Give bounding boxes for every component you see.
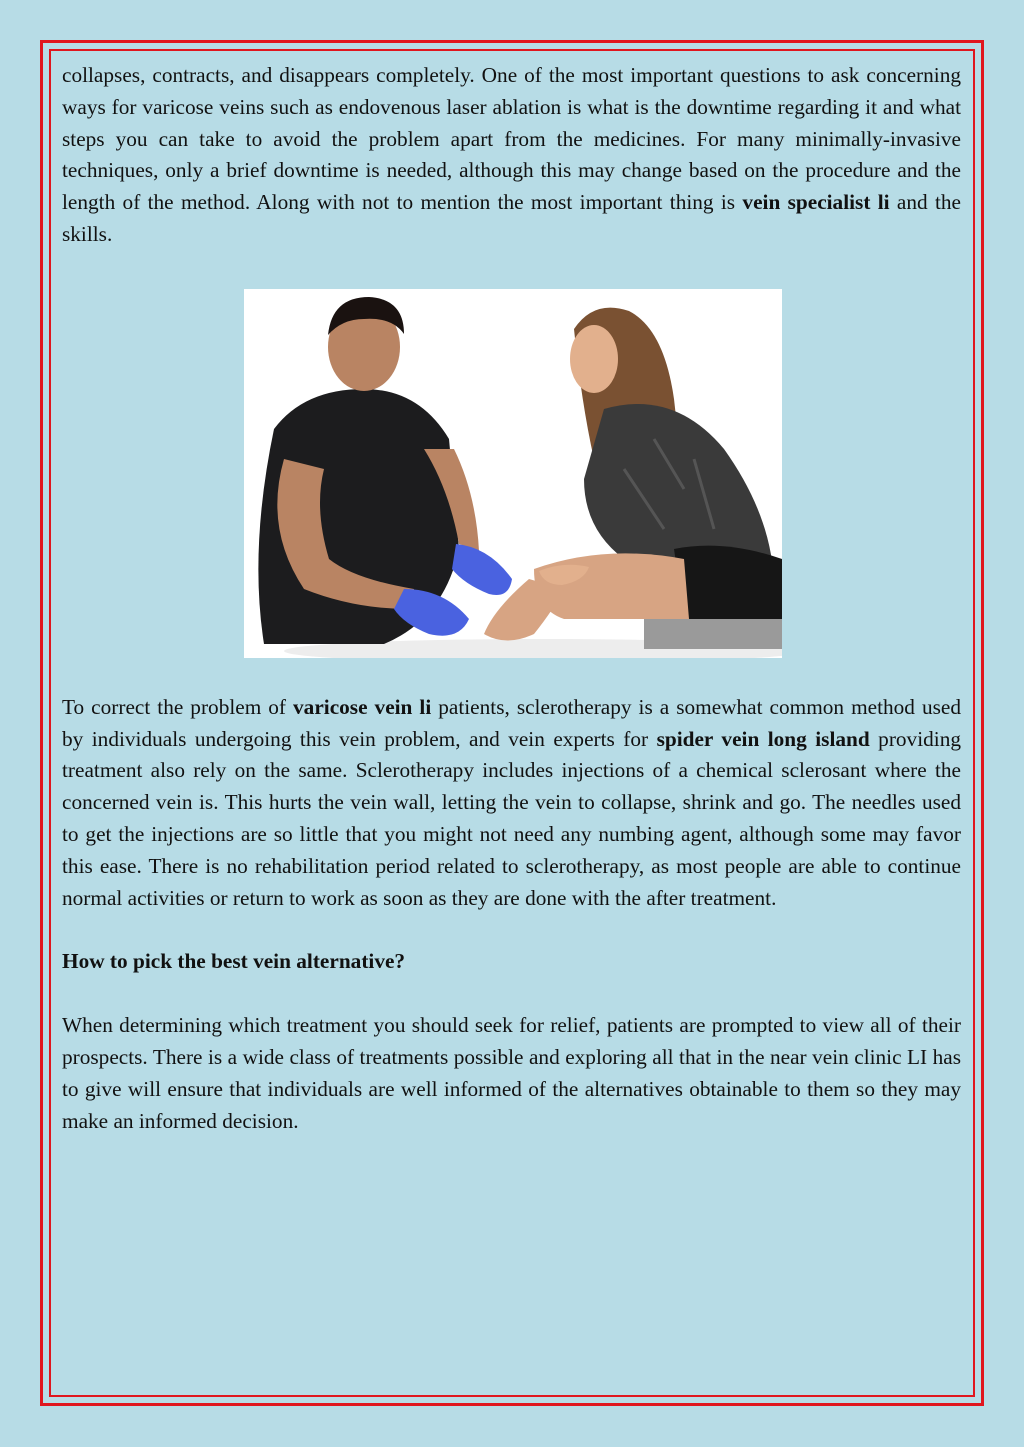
paragraph-sclerotherapy-text-2: patients, sclerotherapy is a somewhat common method used by individuals undergoing this vein problem, and vein experts for [62, 694, 961, 751]
paragraph-downtime [62, 60, 961, 251]
paragraph-sclerotherapy-text-1: To correct the problem of [62, 694, 294, 719]
paragraph-choosing: When determining which treatment you should seek for relief, patients are prompted to view all of their prospects. There is a wide class of treatments possible and exploring all that in the near vein clinic LI has to give will ensure that individuals are well informed of the alternatives obtainable to them so they may make an informed decision. [62, 1013, 961, 1133]
link-varicose-vein: varicose vein li [293, 694, 432, 719]
link-vein-specialist: vein specialist li [742, 190, 890, 215]
figure [62, 289, 961, 659]
paragraph-downtime-text: collapses, contracts, and disappears completely. One of the most important questions to ask concerning ways for varicose veins such as endovenous laser ablation is what is the downtime regarding it and what steps you can take to avoid the problem apart from the medicines. For many minimally-invasive techniques, only a brief downtime is needed, although this may change based on the procedure and the length of the method. Along with not to mention the most important thing is [62, 63, 961, 215]
paragraph-sclerotherapy [62, 692, 961, 915]
clinic-photo [244, 289, 782, 658]
paragraph-sclerotherapy-text-3: providing treatment also rely on the same. Sclerotherapy includes injections of a chemical sclerosant where the concerned vein is. This hurts the vein wall, letting the vein to collapse, shrink and go. The needles used to get the injections are so little that you might not need any numbing agent, although some may favor this ease. There is no rehabilitation period related to sclerotherapy, as most people are able to continue normal activities or return to work as soon as they are done with the after treatment. [62, 726, 961, 910]
spacer [62, 978, 961, 1010]
spacer [62, 914, 961, 946]
section-heading: How to pick the best vein alternative? [62, 949, 406, 974]
clinic-photo-illustration [244, 289, 782, 658]
link-spider-vein: spider vein long island [656, 726, 870, 751]
paragraph-downtime-end: and the skills. [62, 190, 961, 246]
document-body [62, 60, 961, 1137]
